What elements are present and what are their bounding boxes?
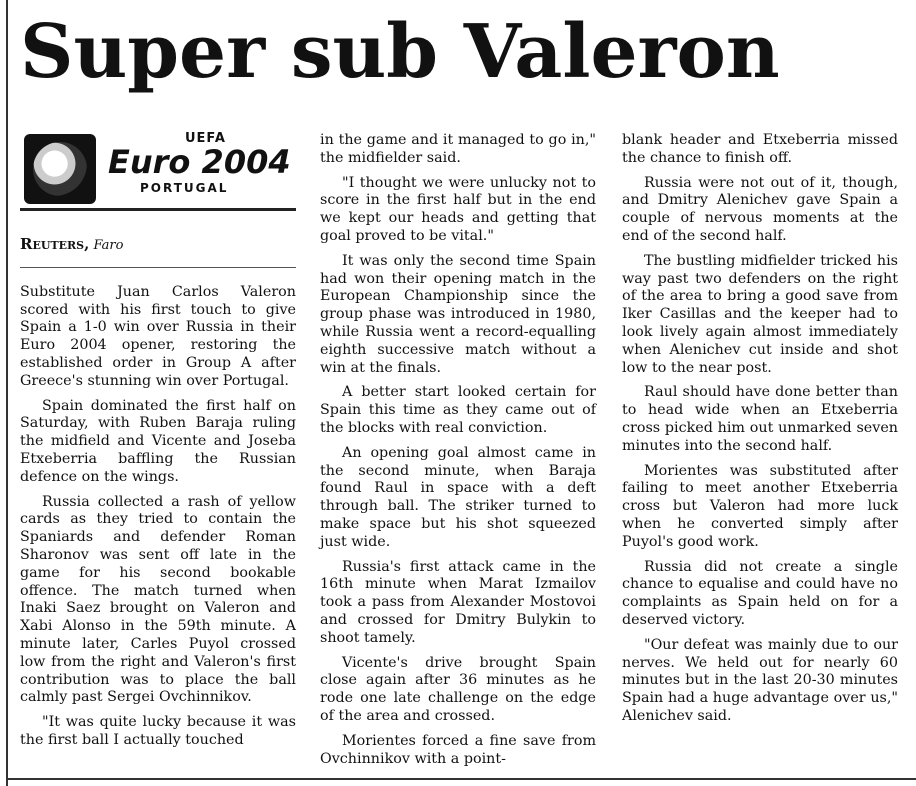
logo-uefa-text: UEFA — [185, 131, 226, 146]
article-column-2 — [320, 132, 596, 775]
logo-euro-text: Euro 2004 — [108, 143, 291, 181]
paragraph: in the game and it managed to go in," the midfielder said. — [320, 132, 596, 166]
paragraph: The bustling midfielder tricked his way past two defenders on the right of the area to bring a good save from Iker Casillas and the keeper had to look lively again almost immediately when Alenichev cut inside and shot low to the near post. — [622, 252, 898, 376]
dateline-rule — [20, 267, 296, 268]
paragraph: Russia's first attack came in the 16th minute when Marat Izmailov took a pass from Alexander Mostovoi and crossed for Dmitry Bulykin to shoot tamely. — [320, 558, 596, 646]
dateline-agency: Reuters, — [20, 235, 90, 253]
logo-rule — [20, 208, 296, 211]
paragraph: Spain dominated the first half on Saturday, with Ruben Baraja ruling the midfield and Vicente and Joseba Etxeberria baffling the Russian defence on the wings. — [20, 397, 296, 485]
dateline — [20, 236, 296, 255]
article-column-3 — [622, 132, 898, 733]
paragraph: Morientes was substituted after failing to meet another Etxeberria cross but Valeron had more luck when he converted simply after Puyol's good work. — [622, 462, 898, 550]
logo-country-text: PORTUGAL — [140, 181, 229, 195]
paragraph: Morientes forced a fine save from Ovchinnikov with a point- — [320, 732, 596, 767]
euro-2004-logo — [20, 130, 296, 208]
headline: Super sub Valeron — [20, 9, 780, 95]
paragraph: "I thought we were unlucky not to score in the first half but in the end we kept our heads and getting that goal proved to be vital." — [320, 174, 596, 244]
paragraph: Russia were not out of it, though, and Dmitry Alenichev gave Spain a couple of nervous moments at the end of the second half. — [622, 174, 898, 244]
paragraph: An opening goal almost came in the second minute, when Baraja found Raul in space with a deft through ball. The striker turned to make space but his shot squeezed just wide. — [320, 444, 596, 550]
bottom-rule — [8, 778, 916, 780]
football-logo-icon — [24, 134, 96, 204]
paragraph: Vicente's drive brought Spain close again after 36 minutes as he rode one late challenge on the edge of the area and crossed. — [320, 654, 596, 724]
paragraph: "Our defeat was mainly due to our nerves. We held out for nearly 60 minutes but in the last 20-30 minutes Spain had a huge advantage over us," Alenichev said. — [622, 636, 898, 724]
paragraph: Russia did not create a single chance to equalise and could have no complaints as Spain held on for a deserved victory. — [622, 558, 898, 628]
paragraph: Raul should have done better than to head wide when an Etxeberria cross picked him out unmarked seven minutes into the second half. — [622, 384, 898, 454]
dateline-place: Faro — [93, 238, 124, 253]
article-column-1 — [20, 130, 296, 757]
paragraph: "It was quite lucky because it was the first ball I actually touched — [20, 714, 296, 748]
paragraph: Russia collected a rash of yellow cards as they tried to contain the Spaniards and defender Roman Sharonov was sent off late in the game for his second bookable offence. The match turned when Inaki Saez brought on Valeron and Xabi Alonso in the 59th minute. A minute later, Carles Puyol crossed low from the right and Valeron's first contribution was to place the ball calmly past Sergei Ovchinnikov. — [20, 493, 296, 706]
paragraph: Substitute Juan Carlos Valeron scored with his first touch to give Spain a 1-0 win over Russia in their Euro 2004 opener, restoring the established order in Group A after Greece's stunning win over Portugal. — [20, 283, 296, 389]
paragraph: blank header and Etxeberria missed the chance to finish off. — [622, 132, 898, 166]
paragraph: A better start looked certain for Spain this time as they came out of the blocks with real conviction. — [320, 384, 596, 436]
paragraph: It was only the second time Spain had won their opening match in the European Championship since the group phase was introduced in 1980, while Russia went a record-equalling eighth successive match without a win at the finals. — [320, 252, 596, 376]
left-column-rule — [6, 0, 8, 786]
